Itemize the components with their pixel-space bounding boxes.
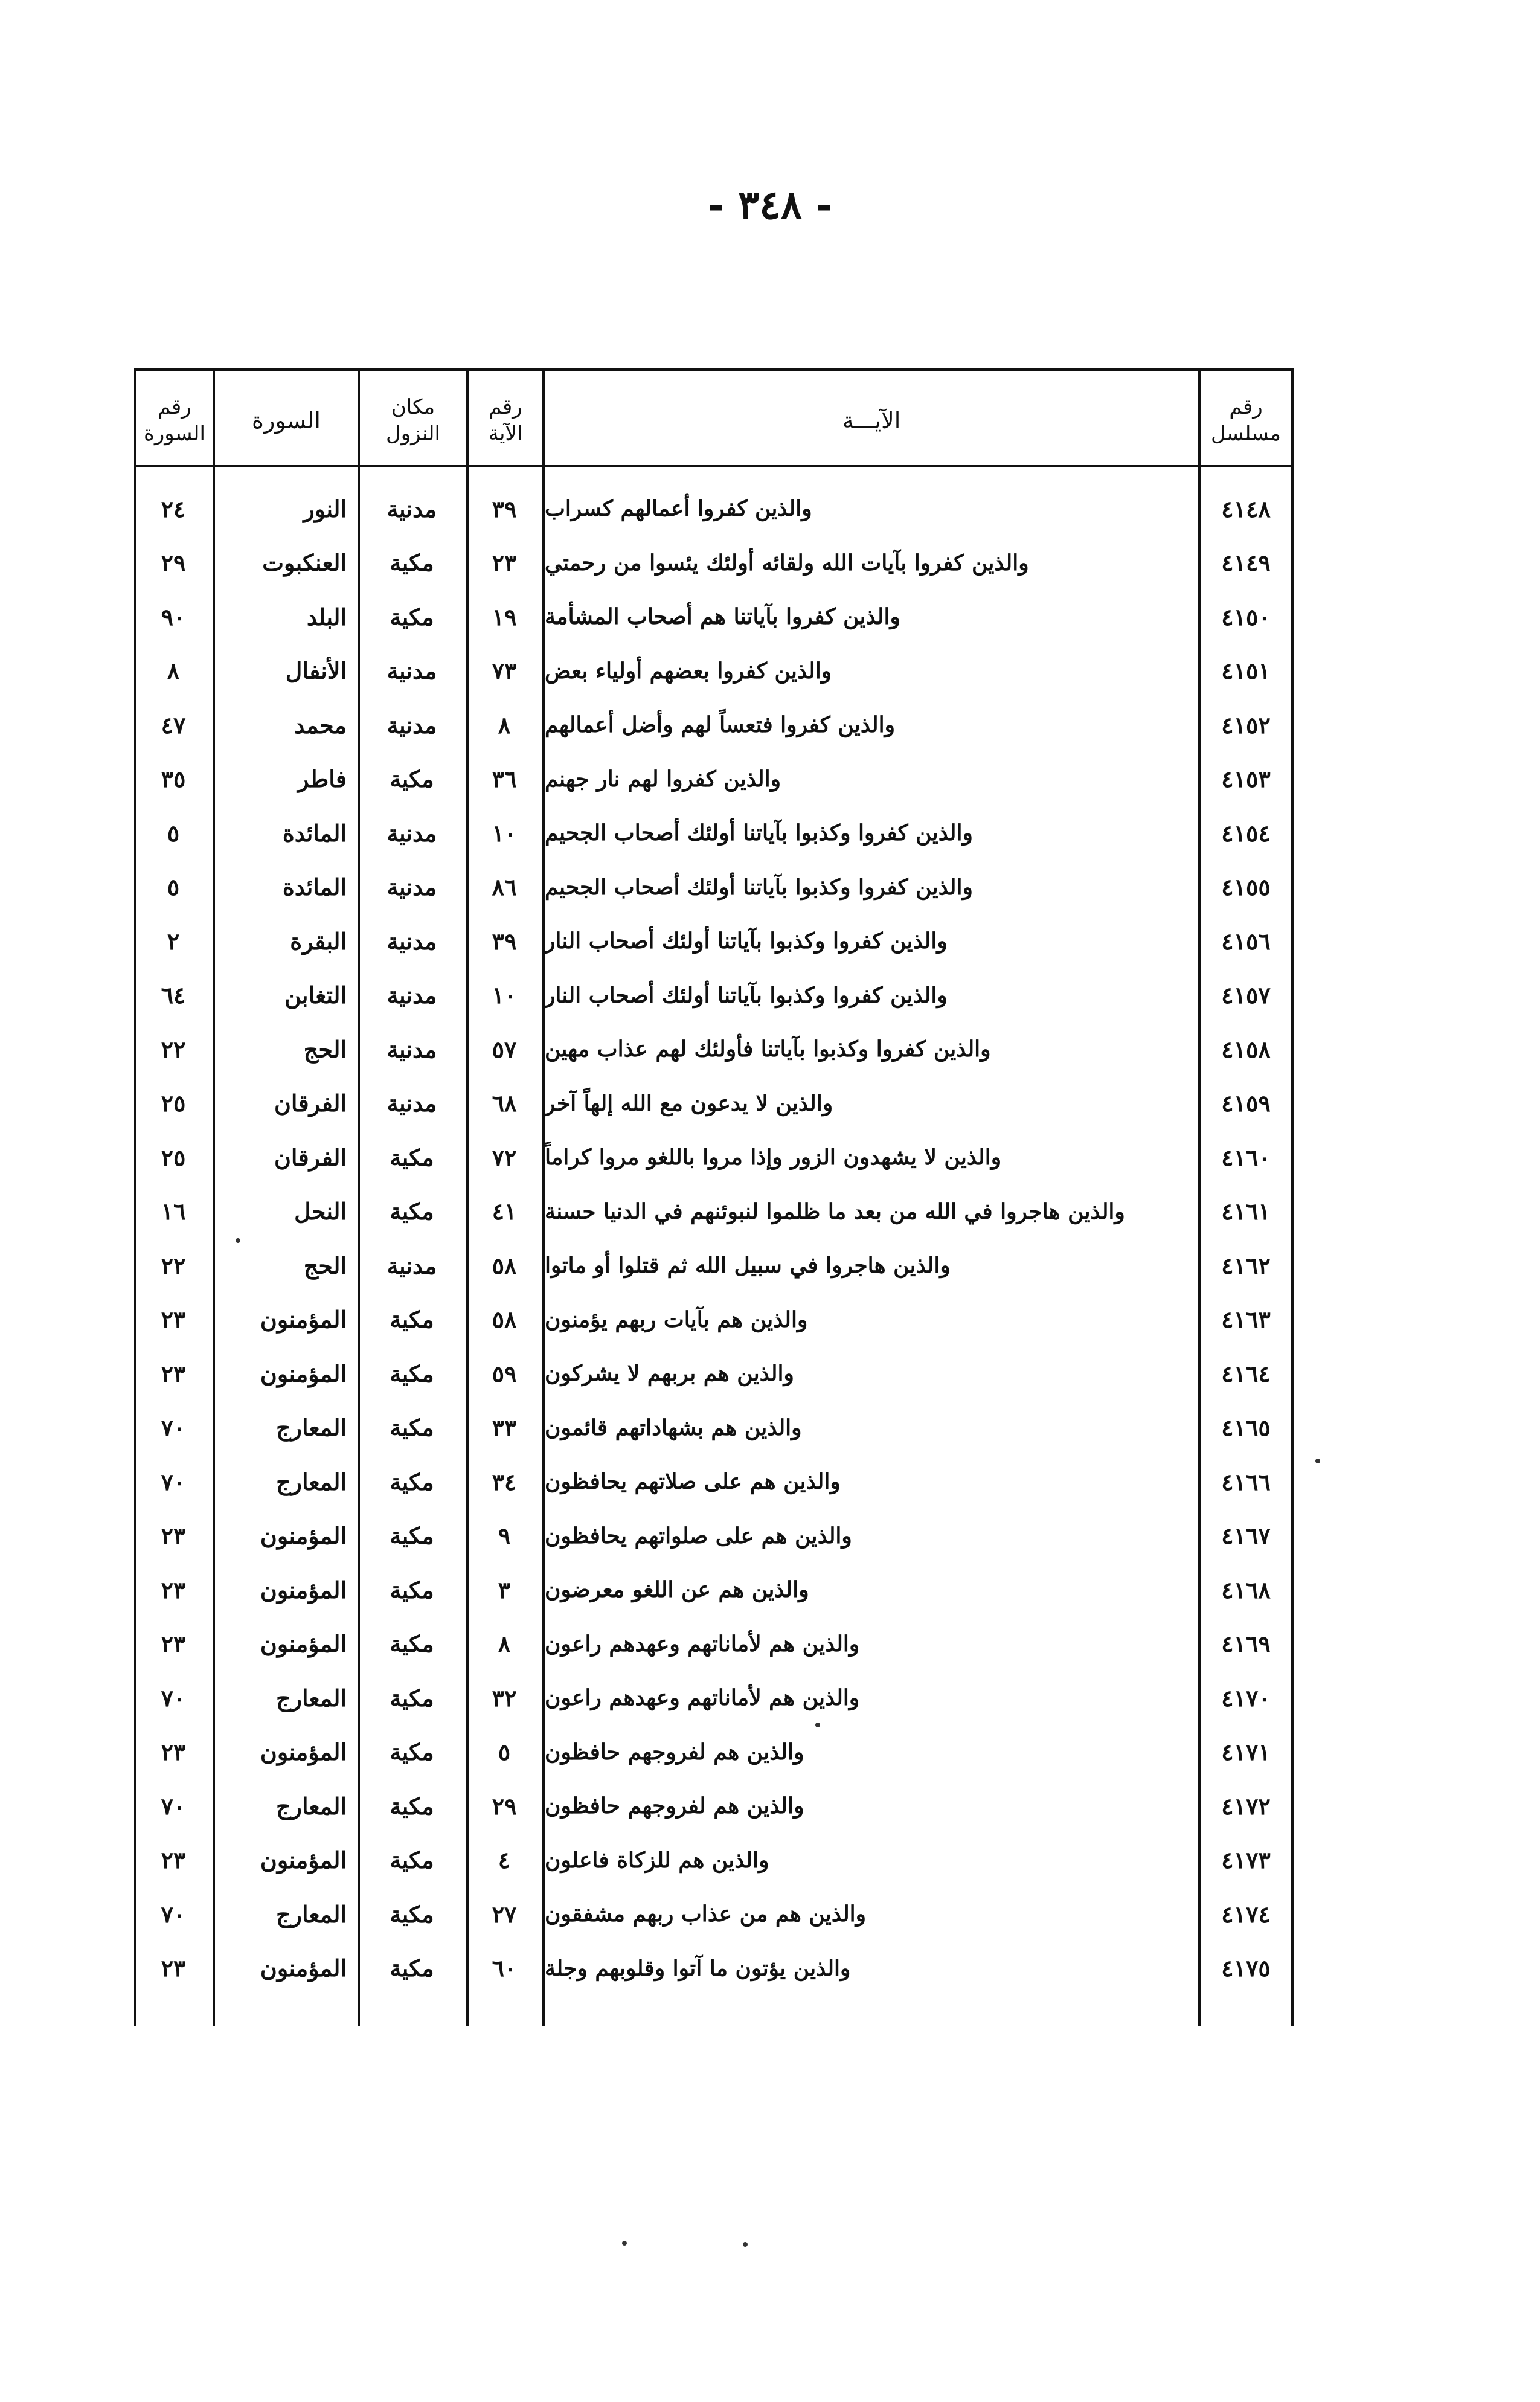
sura-number-cell: ٨ [167, 657, 180, 684]
verse-number-cell: ٣٢ [492, 1684, 517, 1712]
table-row [134, 1942, 1294, 1995]
header-sura-name [215, 379, 358, 461]
header-bottom-rule [134, 465, 1294, 467]
revelation-place-cell: مكية [390, 1143, 434, 1171]
verse-number-cell: ٥٧ [492, 1035, 517, 1063]
sura-number-cell: ٢٣ [161, 1846, 186, 1874]
verse-text-cell: والذين كفروا وكذبوا بآياتنا فأولئك لهم عذاب مهين [545, 1036, 991, 1062]
sura-name-cell: المؤمنون [260, 1576, 347, 1604]
revelation-place-cell: مدنية [387, 495, 437, 522]
verse-number-cell: ٨٦ [492, 873, 517, 901]
sura-number-cell: ٧٠ [161, 1468, 186, 1495]
revelation-place-cell: مكية [390, 1306, 434, 1333]
sura-number-cell: ٢٣ [161, 1630, 186, 1657]
revelation-place-cell: مكية [390, 1738, 434, 1765]
header-line: السورة [144, 421, 205, 446]
verse-text-cell: والذين كفروا وكذبوا بآياتنا أولئك أصحاب الجحيم [545, 874, 973, 900]
sura-number-cell: ٥ [167, 819, 180, 847]
revelation-place-cell: مكية [390, 1414, 434, 1441]
serial-number-cell: ٤١٧٥ [1221, 1954, 1271, 1982]
table-row [134, 1671, 1294, 1724]
sura-number-cell: ٦٤ [161, 981, 186, 1009]
verse-text-cell: والذين هم على صلواتهم يحافظون [545, 1523, 852, 1549]
verse-number-cell: ٢٣ [492, 549, 517, 576]
table-row [134, 698, 1294, 751]
sura-number-cell: ٧٠ [161, 1414, 186, 1441]
sura-name-cell: المؤمنون [260, 1630, 347, 1657]
verse-text-cell: والذين هم بآيات ربهم يؤمنون [545, 1306, 808, 1332]
sura-number-cell: ٩٠ [161, 603, 186, 631]
header-sura-number [136, 379, 213, 461]
verse-number-cell: ١٠ [492, 981, 517, 1009]
verse-text-cell: والذين كفروا بآيات الله ولقائه أولئك يئسوا من رحمتي [545, 550, 1029, 576]
verse-text-cell: والذين لا يدعون مع الله إلهاً آخر [545, 1090, 833, 1116]
sura-name-cell: المعارج [276, 1792, 347, 1820]
sura-name-cell: الحج [303, 1251, 347, 1279]
verse-text-cell: والذين كفروا بعضهم أولياء بعض [545, 658, 832, 684]
header-revelation-place [360, 379, 466, 461]
sura-number-cell: ٧٠ [161, 1684, 186, 1712]
header-line: مكان [391, 394, 435, 419]
sura-name-cell: النور [303, 495, 347, 522]
serial-number-cell: ٤١٦٦ [1221, 1468, 1271, 1495]
verse-text-cell: والذين كفروا وكذبوا بآياتنا أولئك أصحاب النار [545, 982, 948, 1008]
sura-name-cell: المعارج [276, 1414, 347, 1441]
revelation-place-cell: مكية [390, 603, 434, 631]
sura-number-cell: ٢٥ [161, 1090, 186, 1117]
serial-number-cell: ٤١٥٠ [1221, 603, 1271, 631]
table-row [134, 1617, 1294, 1671]
serial-number-cell: ٤١٧٤ [1221, 1900, 1271, 1928]
revelation-place-cell: مكية [390, 765, 434, 792]
verse-number-cell: ٧٣ [492, 657, 517, 684]
serial-number-cell: ٤١٥٤ [1221, 819, 1271, 847]
sura-number-cell: ٢٥ [161, 1143, 186, 1171]
sura-name-cell: العنكبوت [262, 549, 347, 576]
table-row [134, 1401, 1294, 1454]
table-row [134, 1239, 1294, 1292]
sura-name-cell: المائدة [282, 819, 347, 847]
page-number: - ٣٤٨ - [707, 181, 833, 228]
verse-text-cell: والذين هاجروا في سبيل الله ثم قتلوا أو ماتوا [545, 1253, 951, 1278]
verse-text-cell: والذين هم عن اللغو معرضون [545, 1577, 809, 1602]
verse-number-cell: ٥ [498, 1738, 511, 1765]
serial-number-cell: ٤١٦٢ [1221, 1251, 1271, 1279]
revelation-place-cell: مكية [390, 1792, 434, 1820]
sura-name-cell: المؤمنون [260, 1954, 347, 1982]
verse-number-cell: ٣٦ [492, 765, 517, 792]
sura-number-cell: ١٦ [161, 1198, 186, 1225]
table-row [134, 644, 1294, 698]
serial-number-cell: ٤١٦٨ [1221, 1576, 1271, 1604]
sura-name-cell: المؤمنون [260, 1738, 347, 1765]
sura-number-cell: ٢٢ [161, 1251, 186, 1279]
verse-text-cell: والذين كفروا وكذبوا بآياتنا أولئك أصحاب النار [545, 928, 948, 954]
verse-number-cell: ٣٩ [492, 927, 517, 955]
serial-number-cell: ٤١٥٣ [1221, 765, 1271, 792]
serial-number-cell: ٤١٧٠ [1221, 1684, 1271, 1712]
sura-name-cell: النحل [294, 1198, 347, 1225]
verse-text-cell: والذين هاجروا في الله من بعد ما ظلموا لنبوئنهم في الدنيا حسنة [545, 1198, 1125, 1224]
serial-number-cell: ٤١٦١ [1221, 1198, 1271, 1225]
serial-number-cell: ٤١٦٥ [1221, 1414, 1271, 1441]
revelation-place-cell: مكية [390, 1846, 434, 1874]
serial-number-cell: ٤١٥١ [1221, 657, 1271, 684]
table-row [134, 1779, 1294, 1832]
sura-number-cell: ٢٩ [161, 549, 186, 576]
verse-number-cell: ٥٨ [492, 1306, 517, 1333]
table-row [134, 1077, 1294, 1130]
serial-number-cell: ٤١٦٤ [1221, 1360, 1271, 1387]
scan-speck [622, 2241, 627, 2246]
sura-name-cell: الحج [303, 1035, 347, 1063]
revelation-place-cell: مكية [390, 1522, 434, 1549]
verse-text-cell: والذين لا يشهدون الزور وإذا مروا باللغو مروا كراماً [545, 1145, 1002, 1170]
sura-number-cell: ٢٣ [161, 1522, 186, 1549]
verse-number-cell: ٧٢ [492, 1143, 517, 1171]
sura-number-cell: ٧٠ [161, 1792, 186, 1820]
serial-number-cell: ٤١٤٨ [1221, 495, 1271, 522]
verse-index-table [134, 368, 1294, 2026]
sura-number-cell: ٢٣ [161, 1360, 186, 1387]
sura-name-cell: البلد [306, 603, 347, 631]
verse-text-cell: والذين كفروا وكذبوا بآياتنا أولئك أصحاب الجحيم [545, 820, 973, 846]
verse-text-cell: والذين هم بشهاداتهم قائمون [545, 1415, 802, 1440]
serial-number-cell: ٤١٦٣ [1221, 1306, 1271, 1333]
verse-number-cell: ٢٧ [492, 1900, 517, 1928]
table-top-rule [134, 368, 1294, 371]
revelation-place-cell: مكية [390, 1954, 434, 1982]
revelation-place-cell: مكية [390, 1360, 434, 1387]
serial-number-cell: ٤١٥٥ [1221, 873, 1271, 901]
header-line: رقم [489, 394, 522, 419]
sura-number-cell: ٢٣ [161, 1738, 186, 1765]
sura-name-cell: البقرة [290, 927, 347, 955]
scan-speck [236, 1238, 240, 1243]
serial-number-cell: ٤١٤٩ [1221, 549, 1271, 576]
verse-text-cell: والذين هم لفروجهم حافظون [545, 1793, 804, 1819]
table-row [134, 1726, 1294, 1779]
table-row [134, 1131, 1294, 1184]
serial-number-cell: ٤١٦٠ [1221, 1143, 1271, 1171]
table-row [134, 969, 1294, 1022]
sura-name-cell: المؤمنون [260, 1846, 347, 1874]
verse-text-cell: والذين هم من عذاب ربهم مشفقون [545, 1901, 867, 1927]
table-row [134, 806, 1294, 859]
sura-name-cell: المعارج [276, 1900, 347, 1928]
sura-name-cell: الأنفال [285, 657, 347, 684]
revelation-place-cell: مدنية [387, 927, 437, 955]
table-row [134, 1509, 1294, 1562]
verse-number-cell: ٢٩ [492, 1792, 517, 1820]
verse-text-cell: والذين كفروا فتعساً لهم وأضل أعمالهم [545, 712, 895, 737]
sura-name-cell: المعارج [276, 1468, 347, 1495]
revelation-place-cell: مكية [390, 1576, 434, 1604]
table-row [134, 536, 1294, 589]
sura-name-cell: فاطر [298, 765, 347, 792]
revelation-place-cell: مكية [390, 549, 434, 576]
sura-name-cell: المؤمنون [260, 1360, 347, 1387]
header-line: الآية [488, 421, 523, 446]
verse-text-cell: والذين هم بربهم لا يشركون [545, 1361, 794, 1386]
sura-number-cell: ٧٠ [161, 1900, 186, 1928]
verse-text-cell: والذين هم للزكاة فاعلون [545, 1847, 769, 1873]
header-line: مسلسل [1211, 421, 1281, 446]
revelation-place-cell: مدنية [387, 657, 437, 684]
sura-name-cell: محمد [294, 711, 347, 739]
serial-number-cell: ٤١٦٧ [1221, 1522, 1271, 1549]
revelation-place-cell: مدنية [387, 1251, 437, 1279]
table-row [134, 482, 1294, 535]
verse-text-cell: والذين يؤتون ما آتوا وقلوبهم وجلة [545, 1955, 851, 1981]
verse-text-cell: والذين كفروا لهم نار جهنم [545, 766, 781, 792]
table-row [134, 1455, 1294, 1508]
table-row [134, 1293, 1294, 1346]
serial-number-cell: ٤١٥٢ [1221, 711, 1271, 739]
serial-number-cell: ٤١٥٧ [1221, 981, 1271, 1009]
verse-number-cell: ٨ [498, 711, 511, 739]
verse-number-cell: ٨ [498, 1630, 511, 1657]
revelation-place-cell: مدنية [387, 873, 437, 901]
revelation-place-cell: مكية [390, 1684, 434, 1712]
table-row [134, 861, 1294, 914]
revelation-place-cell: مدنية [387, 981, 437, 1009]
serial-number-cell: ٤١٦٩ [1221, 1630, 1271, 1657]
verse-number-cell: ٣٤ [492, 1468, 517, 1495]
sura-name-cell: المؤمنون [260, 1306, 347, 1333]
revelation-place-cell: مكية [390, 1630, 434, 1657]
header-line: الآيـــة [842, 406, 901, 434]
verse-number-cell: ٥٩ [492, 1360, 517, 1387]
sura-number-cell: ٢٤ [161, 495, 186, 522]
sura-name-cell: المائدة [282, 873, 347, 901]
header-line: رقم [1229, 394, 1263, 419]
header-line: رقم [158, 394, 191, 419]
verse-number-cell: ٤١ [492, 1198, 517, 1225]
serial-number-cell: ٤١٧١ [1221, 1738, 1271, 1765]
revelation-place-cell: مدنية [387, 711, 437, 739]
verse-number-cell: ٦٨ [492, 1090, 517, 1117]
header-verse-number [469, 379, 542, 461]
verse-number-cell: ٥٨ [492, 1251, 517, 1279]
verse-number-cell: ٤ [498, 1846, 511, 1874]
scan-speck [743, 2242, 748, 2247]
verse-number-cell: ٣٣ [492, 1414, 517, 1441]
sura-name-cell: المعارج [276, 1684, 347, 1712]
sura-number-cell: ٣٥ [161, 765, 186, 792]
header-verse-text [545, 379, 1198, 461]
revelation-place-cell: مكية [390, 1198, 434, 1225]
verse-number-cell: ٦٠ [492, 1954, 517, 1982]
sura-number-cell: ٢٣ [161, 1954, 186, 1982]
table-row [134, 1887, 1294, 1941]
sura-name-cell: المؤمنون [260, 1522, 347, 1549]
header-serial-number [1201, 379, 1291, 461]
verse-text-cell: والذين هم لفروجهم حافظون [545, 1739, 804, 1765]
revelation-place-cell: مدنية [387, 819, 437, 847]
sura-name-cell: الفرقان [274, 1143, 347, 1171]
scan-speck [815, 1723, 820, 1727]
table-row [134, 1185, 1294, 1238]
scan-speck [1315, 1459, 1320, 1463]
table-row [134, 914, 1294, 968]
verse-number-cell: ١٠ [492, 819, 517, 847]
verse-text-cell: والذين هم على صلاتهم يحافظون [545, 1469, 841, 1494]
sura-number-cell: ٢٢ [161, 1035, 186, 1063]
table-row [134, 1563, 1294, 1616]
verse-text-cell: والذين كفروا أعمالهم كسراب [545, 496, 812, 521]
revelation-place-cell: مدنية [387, 1035, 437, 1063]
revelation-place-cell: مدنية [387, 1090, 437, 1117]
sura-number-cell: ٢٣ [161, 1306, 186, 1333]
table-row [134, 1834, 1294, 1887]
table-row [134, 1023, 1294, 1076]
serial-number-cell: ٤١٥٦ [1221, 927, 1271, 955]
header-line: النزول [386, 421, 440, 446]
serial-number-cell: ٤١٥٩ [1221, 1090, 1271, 1117]
sura-number-cell: ٤٧ [161, 711, 186, 739]
serial-number-cell: ٤١٧٣ [1221, 1846, 1271, 1874]
sura-number-cell: ٥ [167, 873, 180, 901]
sura-name-cell: التغابن [284, 981, 347, 1009]
verse-number-cell: ٩ [498, 1522, 511, 1549]
sura-number-cell: ٢ [167, 927, 180, 955]
sura-name-cell: الفرقان [274, 1090, 347, 1117]
header-line: السورة [252, 406, 321, 434]
serial-number-cell: ٤١٥٨ [1221, 1035, 1271, 1063]
serial-number-cell: ٤١٧٢ [1221, 1792, 1271, 1820]
verse-number-cell: ١٩ [492, 603, 517, 631]
verse-text-cell: والذين كفروا بآياتنا هم أصحاب المشأمة [545, 604, 900, 629]
verse-number-cell: ٣ [498, 1576, 511, 1604]
revelation-place-cell: مكية [390, 1900, 434, 1928]
verse-text-cell: والذين هم لأماناتهم وعهدهم راعون [545, 1631, 860, 1657]
revelation-place-cell: مكية [390, 1468, 434, 1495]
table-row [134, 1347, 1294, 1400]
sura-number-cell: ٢٣ [161, 1576, 186, 1604]
table-row [134, 753, 1294, 806]
verse-text-cell: والذين هم لأماناتهم وعهدهم راعون [545, 1685, 860, 1710]
verse-number-cell: ٣٩ [492, 495, 517, 522]
table-row [134, 590, 1294, 643]
